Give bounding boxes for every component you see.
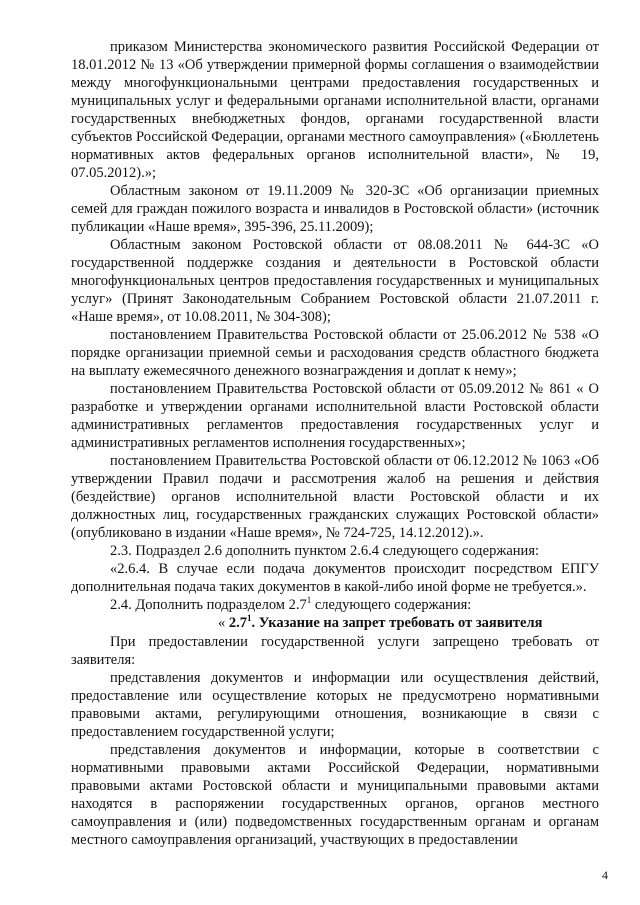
document-body (71, 38, 599, 849)
paragraph-prohibition-intro: При предоставлении государственной услуги запрещено требовать от заявителя: (71, 634, 599, 668)
heading-sup: 1 (247, 613, 252, 624)
section-add-after: следующего содержания: (311, 597, 472, 613)
section-add-sup: 1 (306, 595, 312, 606)
paragraph-2-6-4: «2.6.4. В случае если подача документов происходит посредством ЕПГУ дополнительная подача таких документов в какой-либо иной форме не требуется.». (71, 561, 599, 595)
paragraph-regional-law-320: Областным законом от 19.11.2009 № 320-ЗС «Об организации приемных семей для граждан пожилого возраста и инвалидов в Ростовской области» (источник публикации «Наше время», 395-396, 25.11.2009); (71, 183, 599, 235)
page-number: 4 (602, 868, 608, 882)
section-add-before: 2.4. Дополнить подразделом 2.7 (110, 597, 307, 613)
section-heading (71, 614, 599, 633)
heading-quote: « (218, 615, 229, 631)
paragraph-resolution-861: постановлением Правительства Ростовской области от 05.09.2012 № 861 « О разработке и утверждении органами исполнительной власти Ростовской области административных регламентов предоставления государственных услуг и административных регламентов исполнения государственных»; (71, 381, 599, 451)
heading-number: 2.7 (228, 615, 247, 631)
paragraph-resolution-538: постановлением Правительства Ростовской области от 25.06.2012 № 538 «О порядке организации приемной семьи и расходования средств областного бюджета на выплату ежемесячного денежного вознаграждения и доплат к нему»; (71, 327, 599, 379)
paragraph-regional-law-644: Областным законом Ростовской области от 08.08.2011 № 644-ЗС «О государственной поддержке создания и деятельности в Ростовской области многофункциональных центров предоставления государственных и муниципальных услуг» (Принят Законодательным Собранием Ростовской области 21.07.2011 г. «Наше время», от 10.08.2011, № 304-308); (71, 237, 599, 325)
paragraph-resolution-1063: постановлением Правительства Ростовской области от 06.12.2012 № 1063 «Об утверждении Правил подачи и рассмотрения жалоб на решения и действия (бездействие) органов исполнительной власти Ростовской области и их должностных лиц, государственных гражданских служащих Ростовской области» (опубликовано в издании «Наше время», № 724-725, 14.12.2012).». (71, 453, 599, 541)
paragraph-prohibition-item-2: представления документов и информации, которые в соответствии с нормативными правовыми актами Российской Федерации, нормативными правовыми актами Ростовской области и муниципальными правовыми актами находятся в распоряжении государственных органов, органов местного самоуправления и (или) подведомственных государственным органам и органам местного самоуправления организаций, участвующих в предоставлении (71, 742, 599, 848)
paragraph-2-3: 2.3. Подраздел 2.6 дополнить пунктом 2.6.4 следующего содержания: (110, 543, 540, 559)
paragraph-2-4 (71, 596, 599, 614)
heading-title: . Указание на запрет требовать от заявителя (251, 615, 543, 631)
paragraph-order-ministry: приказом Министерства экономического развития Российской Федерации от 18.01.2012 № 13 «Об утверждении примерной формы соглашения о взаимодействии между многофункциональными центрами предоставления государственных и муниципальных услуг и федеральными органами исполнительной власти, органами государственных внебюджетных фондов, органами государственной власти субъектов Российской Федерации, органами местного самоуправления» («Бюллетень нормативных актов федеральных органов исполнительной власти», № 19, 07.05.2012).»; (71, 39, 599, 181)
paragraph-prohibition-item-1: представления документов и информации или осуществления действий, предоставление или осуществление которых не предусмотрено нормативными правовыми актами, регулирующими отношения, возникающие в связи с предоставлением государственной услуги; (71, 670, 599, 740)
